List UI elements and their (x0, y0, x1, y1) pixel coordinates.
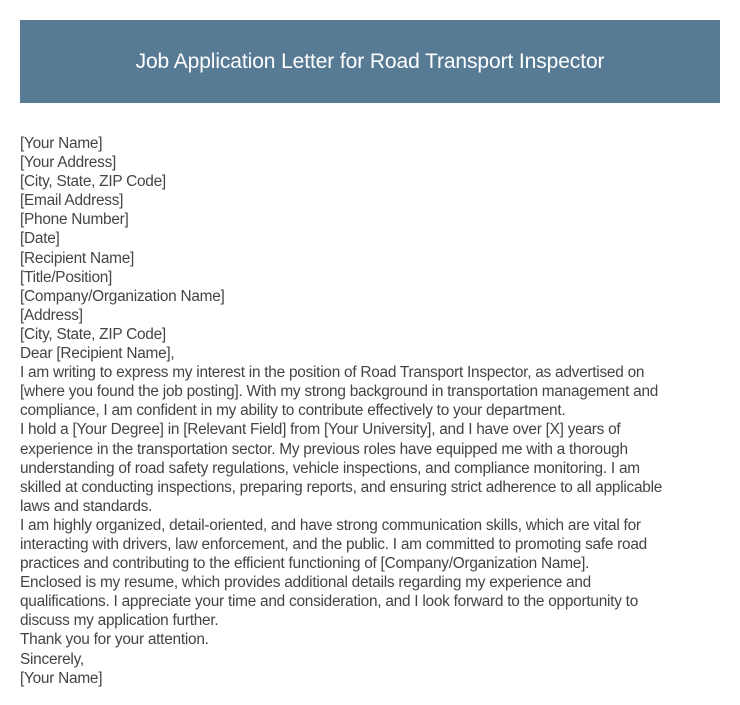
sender-block (20, 134, 725, 229)
salutation: Dear [Recipient Name], (20, 345, 175, 363)
recipient-name: [Recipient Name] (20, 249, 135, 267)
page-title: Job Application Letter for Road Transport Inspector (135, 49, 605, 73)
letter-date: [Date] (20, 230, 60, 248)
sender-email: [Email Address] (20, 192, 124, 210)
recipient-address: [Address] (20, 306, 83, 324)
letter-body (20, 134, 725, 688)
recipient-company: [Company/Organization Name] (20, 287, 225, 305)
sender-address: [Your Address] (20, 154, 117, 172)
paragraph-closing (20, 573, 725, 630)
paragraph-line: skilled at conducting inspections, preparing reports, and ensuring strict adherence to all applicable (20, 478, 663, 496)
paragraph-skills (20, 516, 725, 573)
title-banner (20, 20, 720, 103)
paragraph-line: [where you found the job posting]. With my strong background in transportation management and (20, 383, 659, 401)
paragraph-line: compliance, I am confident in my ability to contribute effectively to your department. (20, 402, 566, 420)
recipient-block (20, 249, 725, 344)
paragraph-line: understanding of road safety regulations, vehicle inspections, and compliance monitoring. I am (20, 459, 640, 477)
paragraph-line: I am highly organized, detail-oriented, and have strong communication skills, which are vital for (20, 516, 641, 534)
sender-phone: [Phone Number] (20, 211, 129, 229)
closing-thanks: Thank you for your attention. (20, 631, 209, 649)
paragraph-line: laws and standards. (20, 497, 153, 515)
recipient-title: [Title/Position] (20, 268, 113, 286)
paragraph-line: I am writing to express my interest in the position of Road Transport Inspector, as advertised on (20, 364, 645, 382)
paragraph-line: I hold a [Your Degree] in [Relevant Field] from [Your University], and I have over [X] years of (20, 421, 621, 439)
sign-off: Sincerely, (20, 650, 84, 668)
paragraph-intro (20, 363, 725, 420)
sender-city-state-zip: [City, State, ZIP Code] (20, 173, 166, 191)
recipient-city-state-zip: [City, State, ZIP Code] (20, 325, 166, 343)
signature: [Your Name] (20, 669, 103, 687)
paragraph-line: experience in the transportation sector. My previous roles have equipped me with a thorough (20, 440, 628, 458)
paragraph-qualifications (20, 420, 725, 515)
sender-name: [Your Name] (20, 135, 103, 152)
paragraph-line: interacting with drivers, law enforcement, and the public. I am committed to promoting safe road (20, 535, 647, 553)
paragraph-line: discuss my application further. (20, 612, 219, 630)
paragraph-line: practices and contributing to the efficient functioning of [Company/Organization Name]. (20, 555, 590, 573)
paragraph-line: Enclosed is my resume, which provides additional details regarding my experience and (20, 574, 591, 592)
paragraph-line: qualifications. I appreciate your time and consideration, and I look forward to the opportunity to (20, 593, 639, 611)
